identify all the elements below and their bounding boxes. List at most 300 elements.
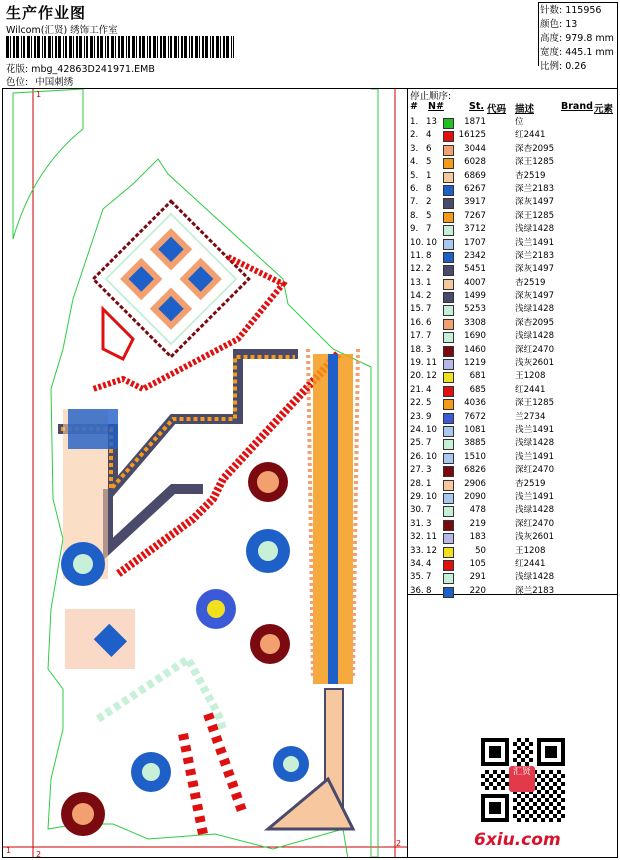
row-needle: 4 [426,384,432,395]
color-swatch [443,413,454,424]
row-number: 30. [410,505,424,516]
qr-module [529,750,533,754]
row-number: 9. [410,224,419,235]
table-row [410,370,618,383]
row-stitches: 4007 [464,277,486,288]
color-swatch [443,372,454,383]
row-number: 34. [410,558,424,569]
barcode-bar [174,36,177,58]
row-needle: 3 [426,465,432,476]
qr-module [529,814,533,818]
row-description: 深灰1497 [515,264,555,275]
page-title: 生产作业图 [6,4,87,22]
stat-value: 979.8 mm [565,33,614,44]
barcode-bar [115,36,116,58]
row-needle: 1 [426,277,432,288]
qr-module [541,770,545,774]
table-row [410,571,618,584]
barcode-bar [136,36,137,58]
row-description: 红2441 [515,558,546,569]
table-row [410,504,618,517]
stat-row [540,60,618,74]
color-swatch [443,292,454,303]
barcode-bar [79,36,82,58]
table-row [410,411,618,424]
color-swatch [443,453,454,464]
qr-module [481,774,485,778]
qr-module [521,742,525,746]
row-description: 深红2470 [515,518,555,529]
barcode-bar [132,36,135,58]
barcode-bar [181,36,183,58]
stat-value: 0.26 [565,61,587,72]
qr-module [529,806,533,810]
row-stitches: 1219 [464,358,486,369]
qr-module [501,786,505,790]
seal-stamp: 汇贤 [509,766,535,792]
table-row [410,330,618,343]
qr-module [497,782,501,786]
table-row [410,518,618,531]
row-number: 25. [410,438,424,449]
table-row [410,558,618,571]
row-needle: 6 [426,143,432,154]
row-stitches: 1707 [464,237,486,248]
color-swatch [443,305,454,316]
row-stitches: 2906 [464,478,486,489]
row-needle: 4 [426,558,432,569]
table-row [410,491,618,504]
qr-module [517,746,521,750]
row-description: 王1208 [515,371,546,382]
row-number: 27. [410,465,424,476]
flower-blue-1 [246,529,290,573]
barcode-bar [23,36,25,58]
row-stitches: 1510 [464,451,486,462]
row-stitches: 7672 [464,411,486,422]
color-swatch [443,198,454,209]
qr-module [541,794,545,798]
qr-module [521,798,525,802]
qr-module [533,794,537,798]
row-description: 浅绿1428 [515,304,555,315]
row-stitches: 183 [469,532,486,543]
qr-module [525,810,529,814]
frame-bottom [2,857,618,858]
qr-finder [489,746,501,758]
row-needle: 2 [426,197,432,208]
row-stitches: 685 [469,384,486,395]
barcode-bar [34,36,36,58]
row-number: 17. [410,331,424,342]
row-needle: 12 [426,545,437,556]
barcode-bar [223,36,225,58]
corner-b2: 2 [36,850,42,857]
row-number: 10. [410,237,424,248]
barcode-bar [31,36,32,58]
color-swatch [443,439,454,450]
qr-module [525,802,529,806]
color-swatch [443,212,454,223]
table-row [410,585,618,598]
row-needle: 4 [426,130,432,141]
barcode-bar [189,36,190,58]
table-row [410,196,618,209]
qr-module [517,810,521,814]
table-row [410,237,618,250]
row-description: 深王1285 [515,398,555,409]
red-flower-column-1 [183,734,203,834]
qr-module [513,750,517,754]
row-number: 16. [410,317,424,328]
barcode-bar [168,36,169,58]
barcode-bar [160,36,162,58]
row-stitches: 6869 [464,170,486,181]
qr-module [513,806,517,810]
barcode-bar [111,36,114,58]
row-needle: 7 [426,304,432,315]
row-stitches: 3885 [464,438,486,449]
row-number: 21. [410,384,424,395]
staircase-band-lower [108,489,203,549]
barcode-bar [13,36,15,58]
qr-module [497,774,501,778]
barcode-bar [226,36,229,58]
table-row [410,357,618,370]
row-stitches: 50 [475,545,486,556]
color-swatch [443,319,454,330]
panel-divider [407,88,408,858]
row-stitches: 6028 [464,157,486,168]
color-line [6,74,73,88]
stats-divider [538,2,539,66]
row-stitches: 1690 [464,331,486,342]
barcode-bar [184,36,187,58]
row-stitches: 7267 [464,210,486,221]
flower-blue-4 [131,752,171,792]
pattern-value: mbg_42863D241971.EMB [31,64,155,75]
row-needle: 6 [426,317,432,328]
row-number: 12. [410,264,424,275]
qr-module [533,810,537,814]
table-row [410,545,618,558]
table-row [410,116,618,129]
row-description: 浅兰1491 [515,237,555,248]
barcode-bar [199,36,200,58]
row-description: 深兰2183 [515,585,555,596]
row-stitches: 3308 [464,317,486,328]
col-desc: 描述 [515,104,535,115]
vertical-stripe-center [328,354,338,684]
col-element: 元素 [594,104,614,115]
color-swatch [443,172,454,183]
qr-module [513,742,517,746]
qr-module [525,754,529,758]
qr-module [517,738,521,742]
color-swatch [443,332,454,343]
green-triangle-band [98,659,223,729]
color-swatch [443,506,454,517]
qr-module [557,770,561,774]
qr-module [553,806,557,810]
table-row [410,384,618,397]
barcode-bar [94,36,95,58]
qr-module [549,770,553,774]
flower-blue-3 [196,589,236,629]
qr-module [517,794,521,798]
row-description: 浅绿1428 [515,505,555,516]
row-number: 18. [410,344,424,355]
row-needle: 7 [426,331,432,342]
qr-module [521,806,525,810]
row-description: 深兰2183 [515,250,555,261]
col-hash: # [410,101,418,112]
barcode-bar [142,36,145,58]
row-needle: 3 [426,518,432,529]
barcode-bar [42,36,43,58]
row-description: 深杏2095 [515,143,555,154]
row-number: 13. [410,277,424,288]
qr-module [549,818,553,822]
table-row [410,183,618,196]
row-needle: 7 [426,505,432,516]
row-needle: 8 [426,183,432,194]
row-number: 2. [410,130,419,141]
qr-module [541,786,545,790]
qr-finder [489,802,501,814]
qr-module [529,798,533,802]
table-row [410,277,618,290]
table-row [410,263,618,276]
row-number: 14. [410,291,424,302]
barcode-bar [44,36,46,58]
row-needle: 7 [426,438,432,449]
row-description: 浅灰2601 [515,532,555,543]
qr-module [529,758,533,762]
row-number: 23. [410,411,424,422]
qr-module [529,742,533,746]
qr-module [521,758,525,762]
qr-module [513,798,517,802]
table-row [410,303,618,316]
barcode-bar [153,36,156,58]
color-swatch [443,225,454,236]
color-swatch [443,533,454,544]
qr-module [545,814,549,818]
barcode-bar [107,36,109,58]
stat-label: 比例: [540,61,563,72]
table-row [410,478,618,491]
row-number: 35. [410,572,424,583]
row-stitches: 1460 [464,344,486,355]
barcode-bar [231,36,232,58]
barcode-bar [65,36,67,58]
table-row [410,210,618,223]
barcode-bar [163,36,166,58]
row-number: 4. [410,157,419,168]
row-needle: 2 [426,291,432,302]
row-needle: 5 [426,210,432,221]
row-number: 6. [410,183,419,194]
row-number: 26. [410,451,424,462]
row-needle: 9 [426,411,432,422]
qr-module [489,774,493,778]
red-flower-column-2 [208,714,243,814]
qr-module [493,786,497,790]
barcode-bar [76,36,78,58]
row-needle: 5 [426,398,432,409]
qr-module [493,778,497,782]
qr-module [549,810,553,814]
barcode-bar [178,36,179,58]
qr-module [517,802,521,806]
barcode-bar [195,36,198,58]
row-description: 浅兰1491 [515,491,555,502]
qr-module [545,790,549,794]
col-brand: Brand [561,101,593,112]
row-stitches: 5451 [464,264,486,275]
qr-module [545,806,549,810]
outline-top-left [13,89,83,239]
row-stitches: 6826 [464,465,486,476]
row-stitches: 3917 [464,197,486,208]
row-number: 19. [410,358,424,369]
corner-tl: 1 [36,90,42,99]
row-needle: 8 [426,585,432,596]
row-needle: 2 [426,264,432,275]
row-description: 深王1285 [515,210,555,221]
row-number: 1. [410,117,419,127]
barcode-bar [139,36,141,58]
row-needle: 7 [426,572,432,583]
row-description: 浅兰1491 [515,451,555,462]
color-label: 色位: [6,77,29,88]
qr-module [553,790,557,794]
qr-module [525,818,529,822]
barcode-bar [86,36,88,58]
qr-module [545,798,549,802]
barcode-bar [37,36,40,58]
red-motif [103,309,133,359]
barcode-bar [48,36,51,58]
qr-module [513,758,517,762]
qr-module [557,818,561,822]
row-stitches: 2342 [464,250,486,261]
qr-module [513,814,517,818]
row-description: 深王1285 [515,157,555,168]
qr-module [553,774,557,778]
color-swatch [443,158,454,169]
row-description: 王1208 [515,545,546,556]
row-description: 浅兰1491 [515,424,555,435]
flower-dark-red-1 [248,462,288,502]
barcode-bar [63,36,64,58]
barcode-bar [21,36,22,58]
row-needle: 13 [426,117,437,127]
barcode [6,36,234,58]
embroidery-design [3,89,407,857]
stop-sequence-rows [410,116,618,598]
table-row [410,531,618,544]
barcode-bar [100,36,103,58]
qr-module [525,738,529,742]
stat-label: 高度: [540,33,563,44]
row-number: 33. [410,545,424,556]
table-row [410,129,618,142]
row-number: 5. [410,170,419,181]
row-description: 深红2470 [515,344,555,355]
barcode-bar [90,36,93,58]
stats-box [540,4,618,74]
color-swatch [443,520,454,531]
col-st: St. [469,101,484,112]
qr-module [545,774,549,778]
color-swatch [443,399,454,410]
stat-value: 115956 [565,5,602,16]
row-stitches: 2090 [464,491,486,502]
row-description: 杏2519 [515,170,546,181]
stat-label: 颜色: [540,19,563,30]
row-needle: 7 [426,224,432,235]
barcode-bar [121,36,124,58]
row-number: 15. [410,304,424,315]
qr-module [537,782,541,786]
stat-label: 宽度: [540,47,563,58]
barcode-bar [220,36,221,58]
stop-sequence-title: 停止顺序: [410,91,452,102]
table-row [410,424,618,437]
qr-module [537,814,541,818]
qr-module [537,806,541,810]
barcode-bar [126,36,127,58]
row-number: 3. [410,143,419,154]
qr-module [481,782,485,786]
barcode-bar [10,36,11,58]
qr-module [561,798,565,802]
row-description: 浅绿1428 [515,438,555,449]
color-swatch [443,547,454,558]
color-swatch [443,239,454,250]
qr-module [549,802,553,806]
table-header [410,101,618,113]
table-row [410,290,618,303]
row-number: 29. [410,491,424,502]
barcode-bar [202,36,204,58]
row-stitches: 1081 [464,424,486,435]
row-stitches: 291 [469,572,486,583]
barcode-bar [105,36,106,58]
color-swatch [443,359,454,370]
row-number: 32. [410,532,424,543]
color-swatch [443,131,454,142]
row-stitches: 3044 [464,143,486,154]
qr-module [561,782,565,786]
qr-module [561,814,565,818]
qr-module [541,778,545,782]
qr-module [501,770,505,774]
row-stitches: 4036 [464,398,486,409]
qr-module [561,790,565,794]
row-stitches: 1499 [464,291,486,302]
diamond-panel [93,201,249,357]
row-number: 24. [410,424,424,435]
color-swatch [443,145,454,156]
row-description: 红2441 [515,130,546,141]
qr-module [541,810,545,814]
color-swatch [443,480,454,491]
color-swatch [443,573,454,584]
qr-module [485,786,489,790]
